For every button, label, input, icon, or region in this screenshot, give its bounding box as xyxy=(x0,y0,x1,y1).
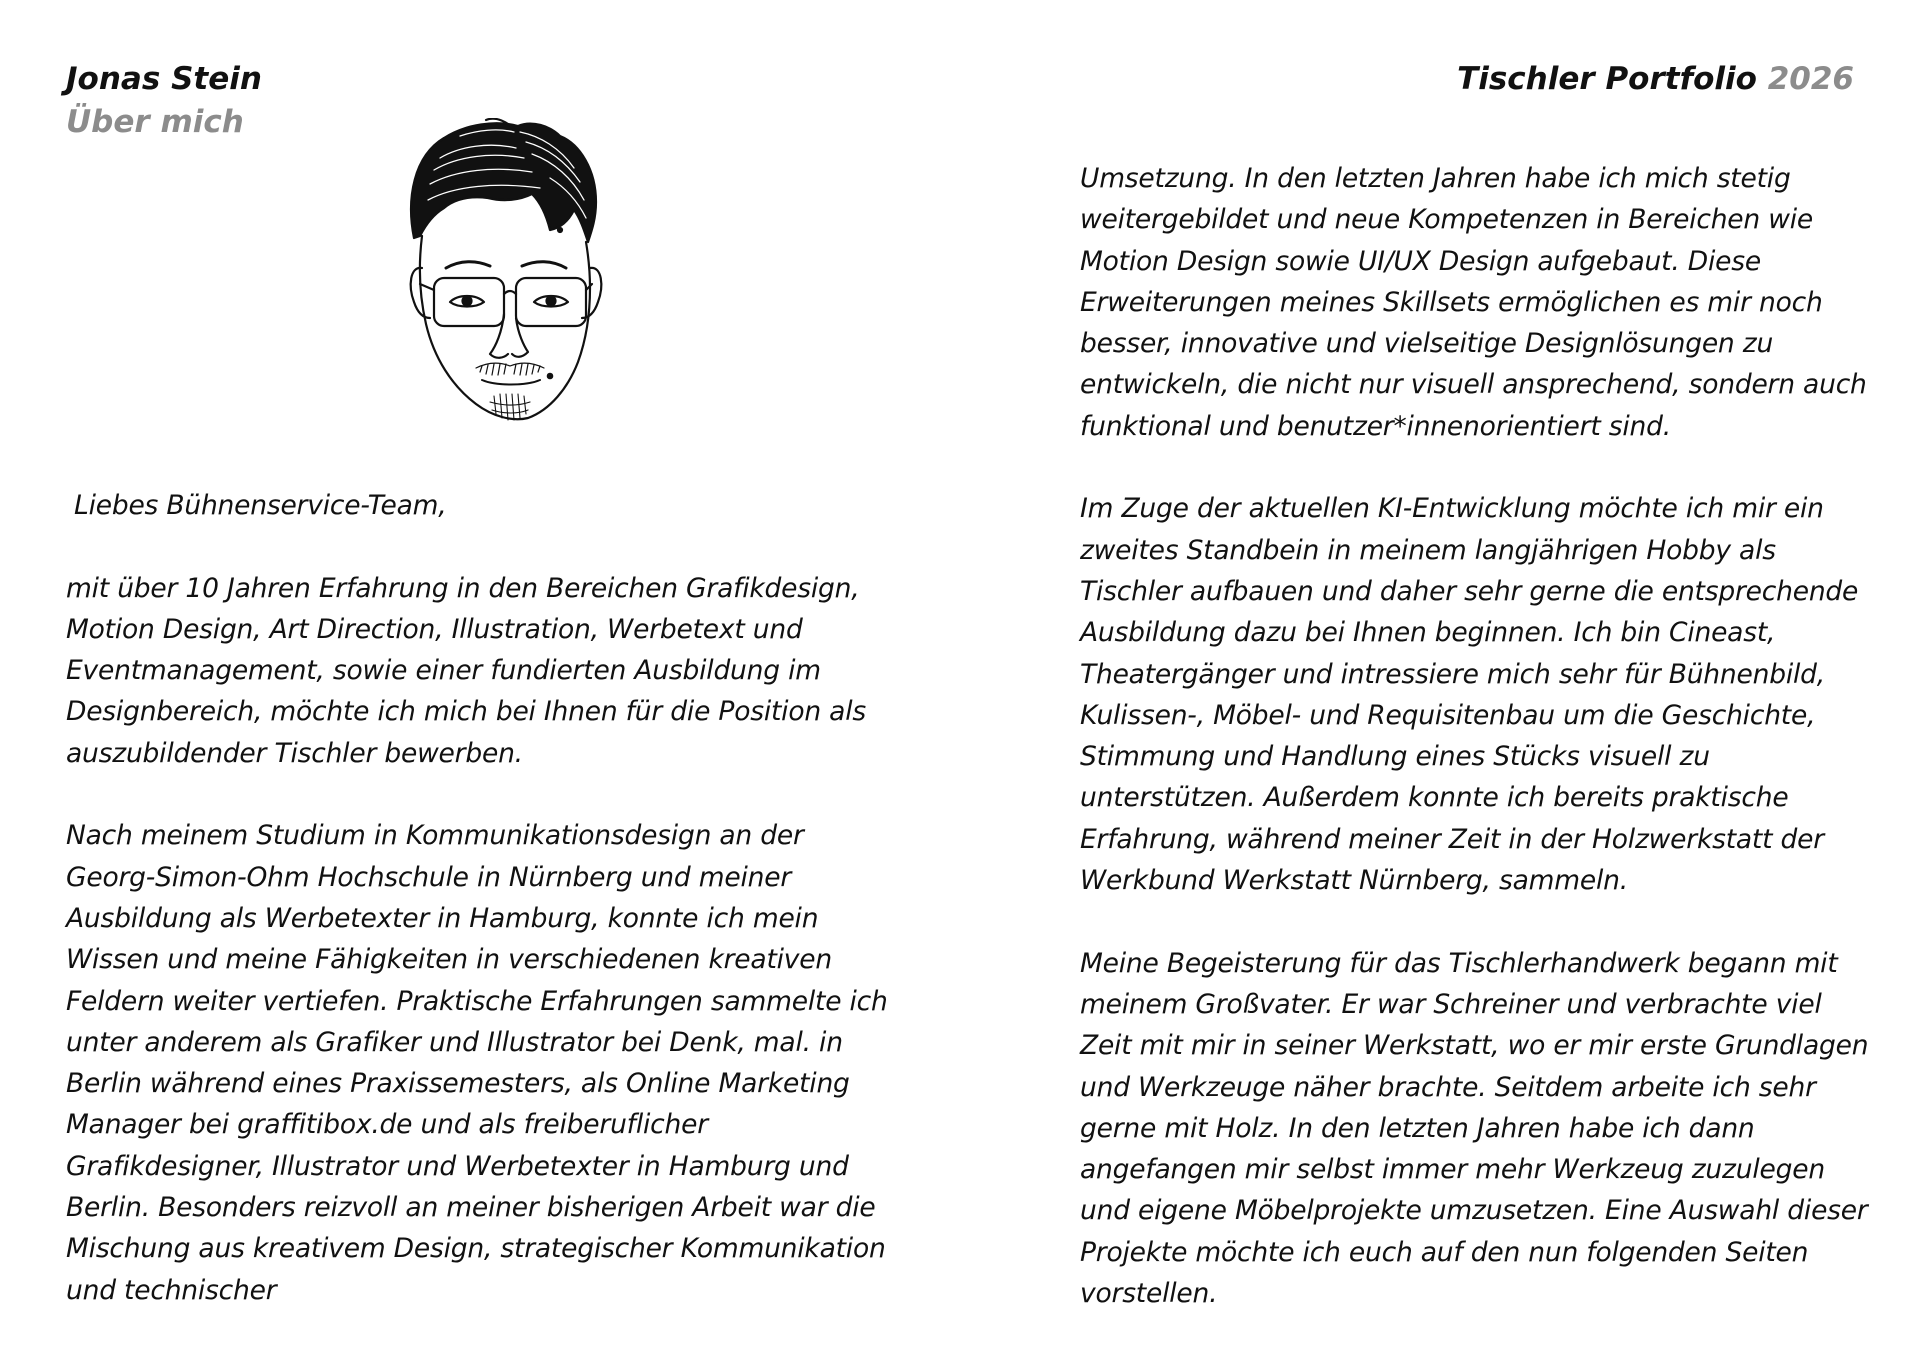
author-name: Jonas Stein xyxy=(66,61,262,97)
letter-paragraph: mit über 10 Jahren Erfahrung in den Bereichen Grafikdesign, Motion Design, Art Direction, Illustration, Werbetext und Eventmanagement, sowie einer fundierten Ausbildung im Designbereich, möchte ich mich bei Ihnen für die Position als auszubildender Tischler bewerben. xyxy=(66,572,866,769)
page-header-left xyxy=(66,58,262,144)
document-year: 2026 xyxy=(1767,61,1854,97)
salutation: Liebes Bühnenservice-Team, xyxy=(74,490,447,521)
letter-paragraph: Meine Begeisterung für das Tischlerhandwerk begann mit meinem Großvater. Er war Schreiner und verbrachte viel Zeit mit mir in seiner Werkstatt, wo er mir erste Grundlagen und Werkzeuge näher brachte. Seitdem arbeite ich sehr gerne mit Holz. In den letzten Jahren habe ich dann angefangen mir selbst immer mehr Werkzeug zuzulegen und eigene Möbelprojekte umzusetzen. Eine Auswahl dieser Projekte möchte ich euch auf den nun folgenden Seiten vorstellen. xyxy=(1080,947,1869,1310)
page-header-right xyxy=(1457,58,1854,101)
letter-paragraph: Nach meinem Studium in Kommunikationsdesign an der Georg-Simon-Ohm Hochschule in Nürnberg und meiner Ausbildung als Werbetexter in Hamburg, konnte ich mein Wissen und meine Fähigkeiten in verschiedenen kreativen Feldern weiter vertiefen. Praktische Erfahrungen sammelte ich unter anderem als Grafiker und Illustrator bei Denk, mal. in Berlin während eines Praxissemesters, als Online Marketing Manager bei graffitibox.de und als freiberuflicher Grafikdesigner, Illustrator und Werbetexter in Hamburg und Berlin. Besonders reizvoll an meiner bisherigen Arbeit war die Mischung aus kreativem Design, strategischer Kommunikation und technischer xyxy=(66,820,888,1306)
section-title: Über mich xyxy=(66,104,244,140)
letter-paragraph: Umsetzung. In den letzten Jahren habe ich mich stetig weitergebildet und neue Kompetenzen in Bereichen wie Motion Design sowie UI/UX Design aufgebaut. Diese Erweiterungen meines Skillsets ermöglichen es mir noch besser, innovative und vielseitige Designlösungen zu entwickeln, die nicht nur visuell ansprechend, sondern auch funktional und benutzer*innenorientiert sind. xyxy=(1080,163,1867,442)
document-title: Tischler Portfolio xyxy=(1457,61,1757,97)
letter-column-left xyxy=(66,485,896,1311)
letter-column-right xyxy=(1080,158,1880,1314)
letter-paragraph: Im Zuge der aktuellen KI-Entwicklung möchte ich mir ein zweites Standbein in meinem langjährigen Hobby als Tischler aufbauen und daher sehr gerne die entsprechende Ausbildung dazu bei Ihnen beginnen. Ich bin Cineast, Theatergänger und intressiere mich sehr für Bühnenbild, Kulissen-, Möbel- und Requisitenbau um die Geschichte, Stimmung und Handlung eines Stücks visuell zu unterstützen. Außerdem konnte ich bereits praktische Erfahrung, während meiner Zeit in der Holzwerkstatt der Werkbund Werkstatt Nürnberg, sammeln. xyxy=(1080,493,1859,897)
portrait-illustration-icon xyxy=(400,118,620,438)
